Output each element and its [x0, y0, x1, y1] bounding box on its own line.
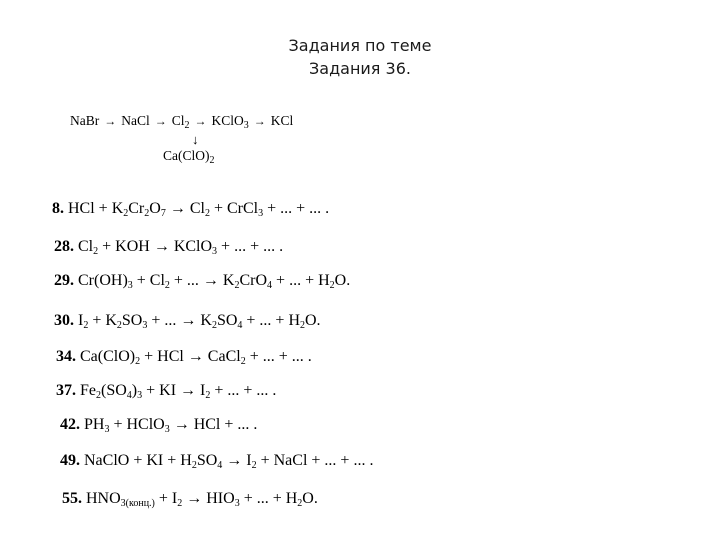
chain-arrow: →	[253, 114, 266, 128]
transformation-chain	[70, 113, 293, 129]
equation-text: + NaCl + ... + ... .	[256, 452, 374, 469]
equation-subscript: 2	[300, 320, 305, 331]
chain-nabr: NaBr	[70, 113, 100, 128]
equation-subscript: 2	[177, 498, 183, 509]
equation-text: + HClO	[109, 416, 165, 433]
equation-text: (SO	[101, 382, 127, 399]
equation-text: + KOH → KClO	[98, 238, 213, 255]
equation-number: 42.	[60, 416, 84, 433]
chain-down-arrow: ↓	[192, 132, 199, 147]
equation-text: + KI → I	[142, 382, 206, 399]
equation-subscript: 2	[329, 280, 335, 291]
equation-subscript: 2	[240, 356, 246, 367]
equation-subscript: 2	[191, 460, 197, 471]
equation-row	[54, 312, 321, 330]
equation-text: + ... + H	[242, 312, 300, 329]
equation-row	[56, 348, 312, 366]
equation-text: O.	[302, 490, 318, 507]
equation-row	[56, 382, 276, 400]
chain-kcl: KCl	[270, 113, 294, 128]
equation-text: O	[149, 200, 161, 217]
equation-text: Fe	[80, 382, 96, 399]
equation-text: + HCl → CaCl	[140, 348, 241, 365]
chain-kclo3: KClO$_3$	[211, 113, 249, 131]
equation-subscript: 3	[142, 320, 148, 331]
equation-subscript: 2	[211, 320, 217, 331]
equation-subscript: 2	[205, 390, 211, 401]
equation-subscript: 3(конц.)	[120, 498, 155, 509]
equation-text: + Cl	[132, 272, 165, 289]
equation-row	[54, 238, 283, 256]
equation-subscript: 3	[234, 498, 240, 509]
equation-row	[60, 452, 373, 470]
chain-arrow: →	[154, 114, 167, 128]
equation-text: → Cl	[165, 200, 205, 217]
equation-text: Cr	[128, 200, 145, 217]
equation-subscript: 7	[160, 208, 166, 219]
equation-row	[54, 272, 350, 290]
equation-text: I	[78, 312, 84, 329]
equation-subscript: 3	[137, 390, 143, 401]
equation-text: + ... + H	[272, 272, 330, 289]
slide-title-line-2: Задания 36.	[309, 59, 411, 78]
equation-subscript: 2	[96, 390, 101, 401]
equation-text: PH	[84, 416, 105, 433]
equation-text: + ... + ... .	[217, 238, 284, 255]
chain-arrow: →	[194, 114, 207, 128]
equation-subscript: 2	[251, 460, 257, 471]
equation-text: HNO	[86, 490, 121, 507]
equation-subscript: 4	[217, 460, 223, 471]
equation-subscript: 2	[297, 498, 303, 509]
equation-row	[52, 200, 329, 218]
equation-number: 37.	[56, 382, 80, 399]
equation-text: → HIO	[182, 490, 235, 507]
equation-number: 34.	[56, 348, 80, 365]
equation-text: + ... → K	[169, 272, 235, 289]
equation-text: + ... + ... .	[245, 348, 312, 365]
chain-arrow: →	[104, 114, 117, 128]
equation-text: + ... + ... .	[210, 382, 277, 399]
equation-subscript: 2	[135, 356, 141, 367]
equation-number: 8.	[52, 200, 68, 217]
equation-text: Cl	[78, 238, 94, 255]
equation-subscript: 2	[164, 280, 170, 291]
equation-text: → I	[222, 452, 252, 469]
equation-text: NaClO + KI + H	[84, 452, 192, 469]
equation-subscript: 2	[93, 246, 99, 257]
equation-text: + ... + ... .	[263, 200, 330, 217]
equation-subscript: 2	[204, 208, 210, 219]
equation-text: HCl + K	[68, 200, 124, 217]
equation-text: CrO	[239, 272, 268, 289]
equation-number: 49.	[60, 452, 84, 469]
equation-subscript: 2	[116, 320, 122, 331]
equation-subscript: 3	[104, 424, 110, 435]
chain-nacl: NaCl	[121, 113, 150, 128]
equation-row	[62, 490, 318, 508]
equation-subscript: 3	[127, 280, 133, 291]
equation-row	[60, 416, 257, 434]
equation-subscript: 2	[234, 280, 240, 291]
equation-number: 30.	[54, 312, 78, 329]
equation-subscript: 3	[164, 424, 170, 435]
equation-text: O.	[334, 272, 351, 289]
equation-subscript: 2	[83, 320, 89, 331]
equation-subscript: 2	[123, 208, 129, 219]
equation-text: Cr(OH)	[78, 272, 128, 289]
equation-number: 29.	[54, 272, 78, 289]
equation-text: + ... → K	[147, 312, 212, 329]
equation-text: Ca(ClO)	[80, 348, 136, 365]
equation-text: + I	[154, 490, 178, 507]
chain-cl2: $Cl_2$	[171, 113, 190, 131]
equation-subscript: 4	[237, 320, 243, 331]
equation-text: )	[131, 382, 138, 399]
equation-text: + CrCl	[209, 200, 259, 217]
equation-subscript: 4	[267, 280, 273, 291]
equation-subscript: 3	[258, 208, 264, 219]
equation-text: O.	[305, 312, 321, 329]
equation-text: SO	[121, 312, 143, 329]
equation-subscript: 2	[144, 208, 150, 219]
equation-number: 55.	[62, 490, 86, 507]
equation-text: + ... + H	[239, 490, 298, 507]
equation-subscript: 4	[126, 390, 132, 401]
equation-number: 28.	[54, 238, 78, 255]
slide-title-line-1: Задания по теме	[288, 36, 432, 55]
equation-text: + K	[88, 312, 117, 329]
equation-text: SO	[196, 452, 218, 469]
equation-text: SO	[216, 312, 238, 329]
chain-branch-caclo2: $Ca(ClO)_2$	[163, 148, 215, 166]
equation-text: → HCl + ... .	[169, 416, 258, 433]
equation-subscript: 3	[212, 246, 218, 257]
